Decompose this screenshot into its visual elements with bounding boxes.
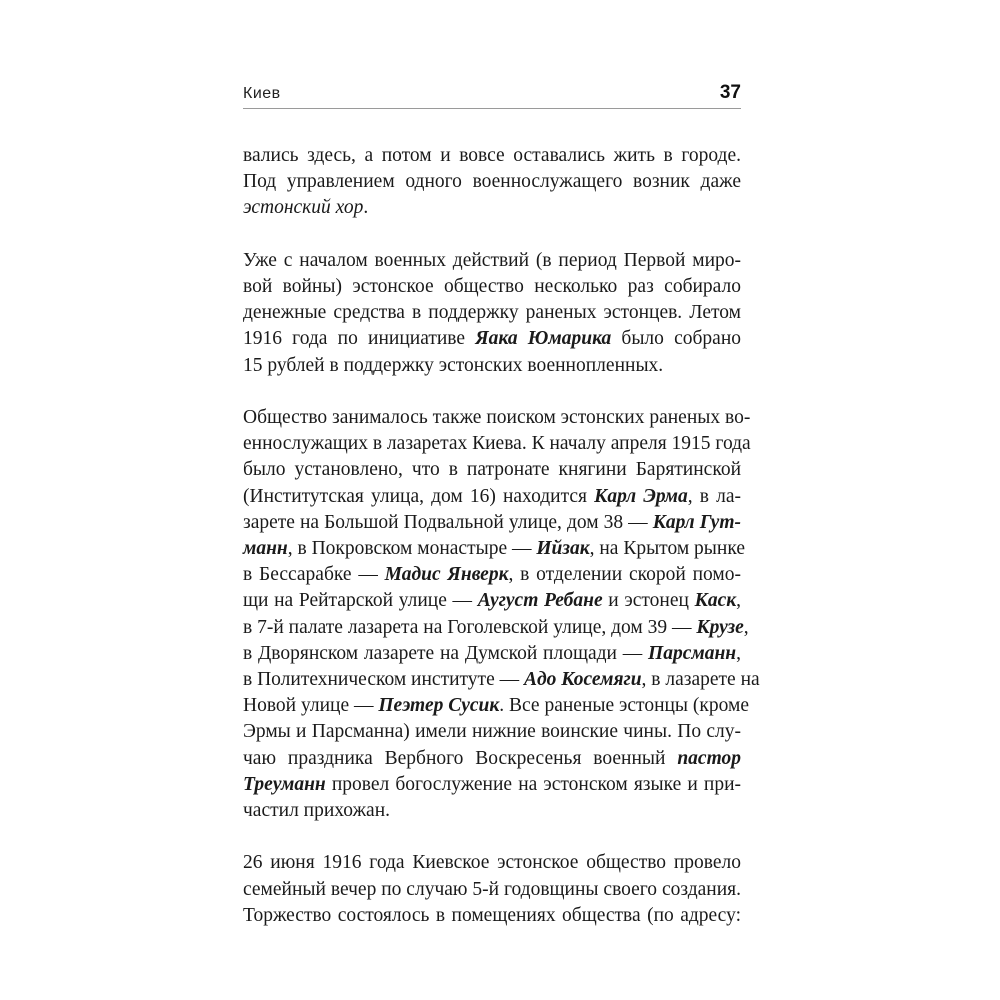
text-run: , в ла- xyxy=(687,485,741,507)
text-line xyxy=(243,588,741,614)
text-run: , на Крытом рынке xyxy=(589,538,745,560)
text-run: . xyxy=(363,197,369,219)
italic-text: эстонский хор xyxy=(243,197,364,219)
text-run: Торжество состоялось в помещениях общества (по адресу: xyxy=(243,904,741,926)
text-run: в Дворянском лазарете на Думской площади — xyxy=(243,642,649,664)
running-title: Киев xyxy=(243,85,281,102)
text-run: в Политехническом институте — xyxy=(243,669,524,691)
person-name: Карл Гут- xyxy=(652,511,741,533)
text-run: (Институтская улица, дом 16) находится xyxy=(243,485,595,507)
text-run: зарете на Большой Подвальной улице, дом 38 — xyxy=(243,511,653,533)
person-name: Мадис Янверк xyxy=(384,564,509,586)
text-run: , в Покровском монастыре — xyxy=(287,538,537,560)
text-line xyxy=(243,536,745,562)
text-line xyxy=(243,195,741,221)
text-run: денежные средства в поддержку раненых эстонцев. Летом xyxy=(243,302,741,324)
text-run: Под управлением одного военнослужащего возник даже xyxy=(243,171,741,193)
text-run: , xyxy=(736,642,741,664)
text-line xyxy=(243,903,741,929)
person-name: Яака Юмарика xyxy=(475,328,612,350)
text-line xyxy=(243,877,741,903)
text-run: щи на Рейтарской улице — xyxy=(243,590,478,612)
text-run: было установлено, что в патронате княгини Барятинской xyxy=(243,459,741,481)
text-line xyxy=(243,300,741,326)
text-run: семейный вечер по случаю 5-й годовщины своего создания. xyxy=(243,878,741,900)
text-line xyxy=(243,746,741,772)
person-name: пастор xyxy=(677,747,741,769)
person-name: Пеэтер Сусик xyxy=(378,695,500,717)
running-head xyxy=(243,82,741,109)
text-line xyxy=(243,510,741,536)
text-run: Уже с началом военных действий (в период Первой миро- xyxy=(243,249,741,271)
text-run: в Бессарабке — xyxy=(243,564,385,586)
text-line xyxy=(243,353,741,379)
text-line xyxy=(243,431,751,457)
text-run: 15 рублей в поддержку эстонских военнопленных. xyxy=(243,354,664,376)
text-run: частил прихожан. xyxy=(243,800,391,822)
text-line xyxy=(243,772,741,798)
text-run: , в лазарете на xyxy=(641,669,760,691)
person-name: Карл Эрма xyxy=(594,485,688,507)
text-run: чаю праздника Вербного Воскресенья военный xyxy=(243,747,678,769)
text-line xyxy=(243,326,741,352)
text-run: провел богослужение на эстонском языке и при- xyxy=(325,773,741,795)
text-run: Новой улице — xyxy=(243,695,379,717)
text-run: в 7-й палате лазарета на Гоголевской улице, дом 39 — xyxy=(243,616,697,638)
paragraph xyxy=(243,405,760,824)
paragraph xyxy=(243,248,741,379)
person-name: манн xyxy=(243,538,288,560)
text-run: Эрмы и Парсманна) имели нижние воинские чины. По слу- xyxy=(243,721,741,743)
paragraph xyxy=(243,850,741,929)
text-run: и эстонец xyxy=(602,590,695,612)
person-name: Треуманн xyxy=(243,773,326,795)
text-run: вались здесь, а потом и вовсе оставались жить в городе. xyxy=(243,145,741,166)
text-run: , xyxy=(736,590,741,612)
page-number: 37 xyxy=(719,82,741,103)
text-run: , xyxy=(743,616,749,638)
text-run: 26 июня 1916 года Киевское эстонское общество провело xyxy=(243,852,741,874)
text-line xyxy=(243,484,741,510)
person-name: Каск xyxy=(694,590,737,612)
text-run: 1916 года по инициативе xyxy=(243,328,476,350)
person-name: Парсманн xyxy=(648,642,737,664)
text-run: было собрано xyxy=(611,328,742,350)
text-line xyxy=(243,405,751,431)
text-line xyxy=(243,143,741,169)
paragraph xyxy=(243,143,741,222)
text-line xyxy=(243,169,741,195)
text-line xyxy=(243,457,741,483)
person-name: Ийзак xyxy=(536,538,590,560)
text-line xyxy=(243,693,750,719)
text-run: вой войны) эстонское общество несколько раз собирало xyxy=(243,276,741,297)
text-line xyxy=(243,667,760,693)
text-line xyxy=(243,615,749,641)
text-line xyxy=(243,274,741,300)
text-line xyxy=(243,641,741,667)
text-run: , в отделении скорой помо- xyxy=(508,564,741,586)
person-name: Аугуст Ребане xyxy=(477,590,603,612)
text-line xyxy=(243,850,741,876)
text-run: Общество занималось также поиском эстонских раненых во- xyxy=(243,407,751,428)
person-name: Крузе xyxy=(696,616,744,638)
text-line xyxy=(243,798,741,824)
text-line xyxy=(243,719,741,745)
body-text xyxy=(243,143,760,955)
text-run: . Все раненые эстонцы (кроме xyxy=(499,695,750,717)
text-line xyxy=(243,562,741,588)
text-line xyxy=(243,248,741,274)
person-name: Адо Косемяги xyxy=(523,669,642,691)
text-run: еннослужащих в лазаретах Киева. К началу апреля 1915 года xyxy=(243,433,751,455)
